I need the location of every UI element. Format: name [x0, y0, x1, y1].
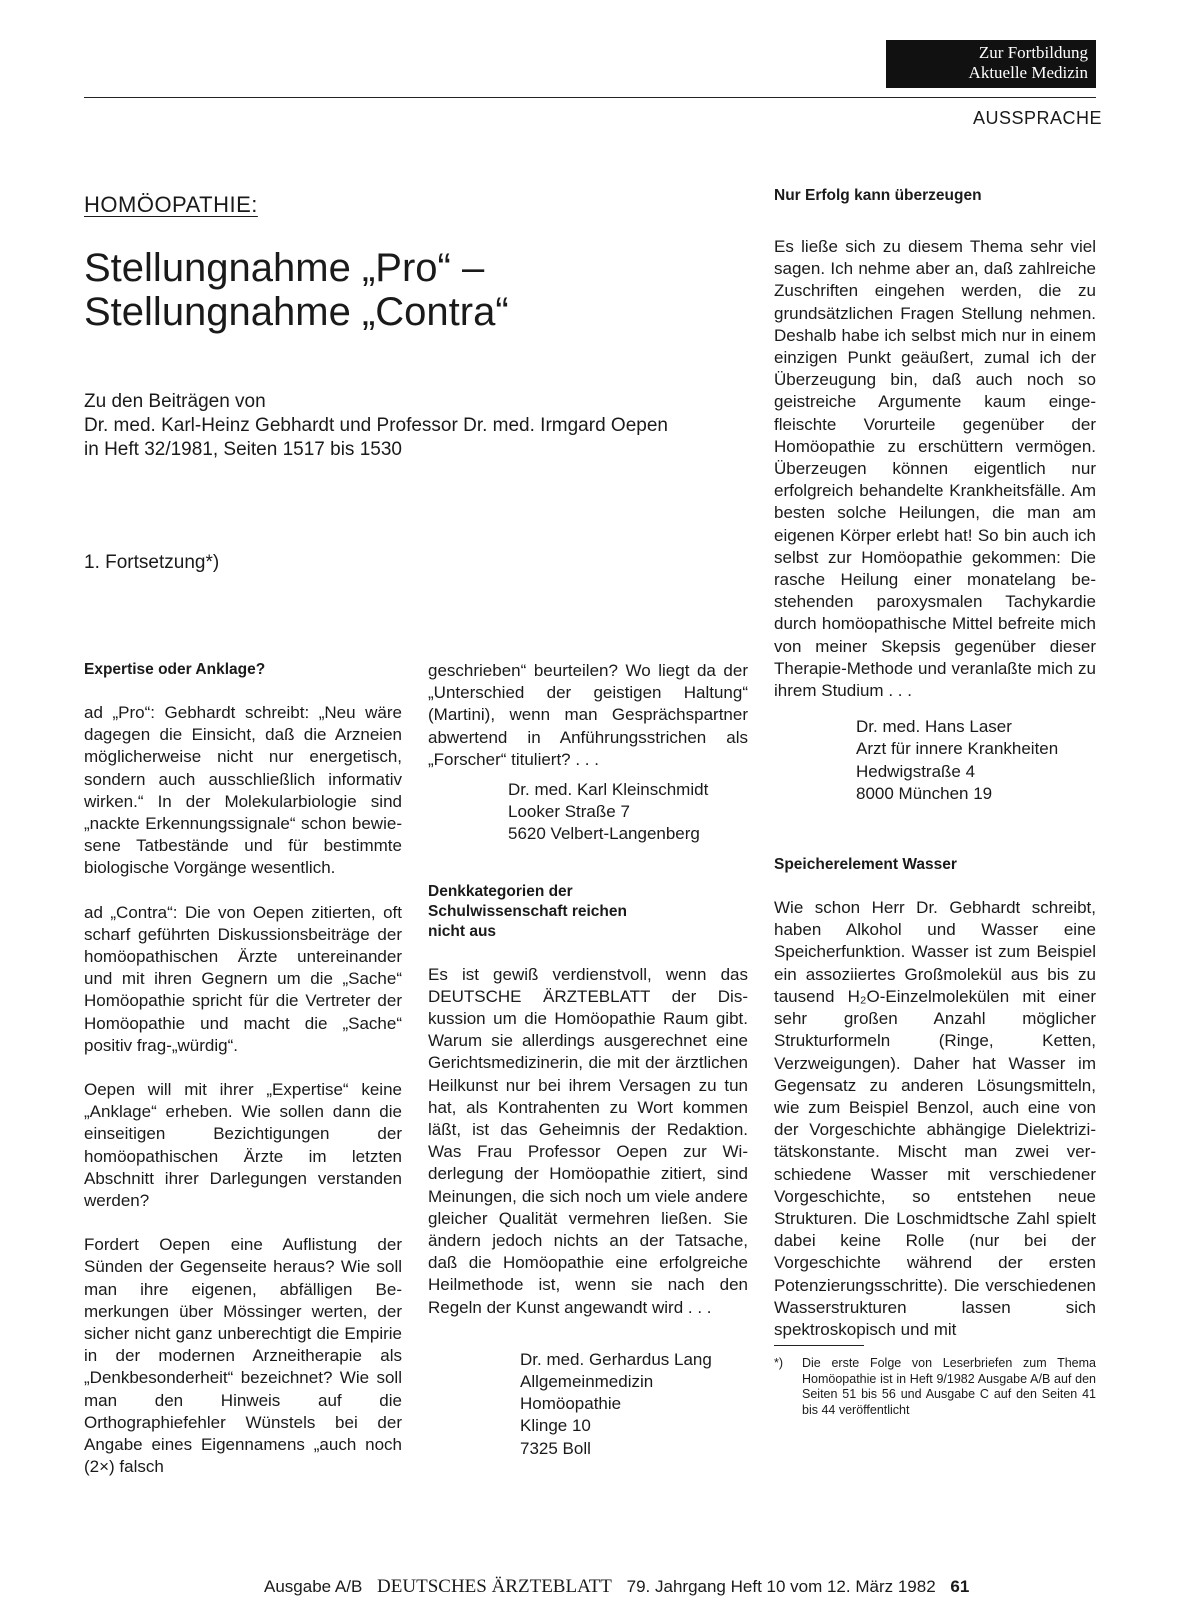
signature-line: Homöopathie	[520, 1394, 622, 1414]
page-number: 61	[950, 1577, 970, 1596]
header-rule	[84, 97, 1096, 98]
badge-line-1: Zur Fortbildung	[978, 43, 1088, 62]
column-3	[774, 186, 1096, 1418]
paragraph: ad „Pro“: Gebhardt schreibt: „Neu wäre dagegen die Einsicht, daß die Arzneien möglicherweise nicht nur energetisch, sondern auch ausschließlich informativ wirken.“ In der Molekularbiologie sind „nackte Erkennungssignale“ schon bewiesene Tatbestände und für bestimmte biologische Vorgänge wesentlich.	[84, 703, 402, 878]
signature-line: 7325 Boll	[520, 1438, 591, 1458]
letter-heading: Expertise oder Anklage?	[84, 661, 266, 678]
page-footer	[264, 1576, 969, 1598]
column-1	[84, 660, 402, 1479]
paragraph: Fordert Oepen eine Auflistung der Sünden der Gegenseite heraus? Wie soll man ihre eigenen, abfälligen Bemerkungen über Mössinger werten, der sicher nicht ganz unberechtigt die Empirie in der modernen Arzneitherapie als „Denkbesonderheit“ bezeichnet? Wie soll man den Hinweis auf die Orthographiefehler Wünstels bei der Angabe eines Eigennamens „auch noch (2×) falsch	[84, 1235, 402, 1477]
section-label: AUSSPRACHE	[972, 108, 1102, 128]
signature-line: Dr. med. Karl Kleinschmidt	[508, 780, 709, 800]
continuation-note: 1. Fortsetzung*)	[84, 552, 220, 573]
paragraph: Es ist gewiß verdienstvoll, wenn das DEUTSCHE ÄRZTEBLATT der Diskussion um die Homöopathie Raum gibt. Warum sie allerdings ausgerechnet eine Gerichtsmedizinerin, die mit der ärztlichen Heilkunst nur bei ihrem Versagen zu tun hat, als Kontrahenten zu Wort kommen läßt, ist das Geheimnis der Redaktion. Was Frau Professor Oepen zur Widerlegung der Homöopathie zitiert, sind Meinungen, die sich noch um viele andere gleicher Qualität vermehren ließen. Sie ändern jedoch nichts an der Tatsache, daß die Homöopathie eine erfolgreiche Heilmethode ist, wenn sie nach den Regeln der Kunst angewandt wird . . .	[428, 964, 748, 1317]
badge-line-2: Aktuelle Medizin	[968, 63, 1088, 82]
signature-line: Looker Straße 7	[508, 802, 630, 822]
footer-journal: DEUTSCHES ÄRZTEBLATT	[377, 1576, 612, 1597]
article-intro	[84, 390, 764, 462]
letter-heading: Nur Erfolg kann überzeugen	[774, 187, 982, 204]
footnote-text: Die erste Folge von Leserbriefen zum Thema Homöopathie ist in Heft 9/1982 Ausgabe A/B auf den Seiten 51 bis 56 und Ausgabe C auf den Seiten 41 bis 44 veröffentlicht	[802, 1356, 1096, 1417]
letter-heading: Denkkategorien der Schulwissenschaft reichen nicht aus	[428, 882, 627, 940]
title-line-2: Stellungnahme „Contra“	[84, 290, 509, 334]
footnote	[774, 1356, 1096, 1418]
paragraph: Wie schon Herr Dr. Gebhardt schreibt, haben Alkohol und Wasser eine Speicherfunktion. Wasser ist zum Beispiel ein assoziiertes Großmolekül aus bis zu tausend H₂O-Einzelmolekülen mit einer sehr großen Anzahl möglicher Strukturformeln (Ringe, Ketten, Verzweigungen). Daher hat Wasser im Gegensatz zu anderen Lösungsmitteln, wie zum Beispiel Benzol, auch eine von der Vorgeschichte abhängige Dielektrizitätskonstante. Mischt man zwei verschiedene Wasser mit verschiedener Vorgeschichte, so entstehen neue Strukturen. Die Loschmidtsche Zahl spielt dabei keine Rolle (nur bei der Vorgeschichte während der ersten Potenzierungsschritte). Die verschiedenen Wasserstrukturen lassen sich spektroskopisch und mit	[774, 898, 1096, 1339]
signature-lang	[428, 1349, 748, 1460]
intro-line-1: Zu den Beiträgen von	[84, 391, 266, 412]
footnote-mark: *)	[774, 1356, 784, 1371]
signature-line: Allgemeinmedizin	[520, 1372, 654, 1392]
footer-edition: Ausgabe A/B	[264, 1577, 363, 1596]
footnote-rule	[774, 1345, 864, 1346]
signature-line: 8000 München 19	[856, 783, 993, 803]
title-line-1: Stellungnahme „Pro“ –	[84, 246, 485, 290]
paragraph: Es ließe sich zu diesem Thema sehr viel sagen. Ich nehme aber an, daß zahlreiche Zuschriften eingehen werden, die zu grundsätzlichen Fragen Stellung nehmen. Deshalb habe ich selbst mich nur in einem einzigen Punkt geäußert, zumal ich der Überzeugung bin, daß auch noch so geistreiche Argumente kaum eingefleischte Vorurteile gegenüber der Homöopathie zu erschüttern vermögen. Überzeugen können eigentlich nur erfolgreich behandelte Krankheitsfälle. Am besten solche Heilungen, die man am eigenen Körper erlebt hat! So bin auch ich selbst zur Homöopathie gekommen: Die rasche Heilung einer monatelang bestehenden paroxysmalen Tachykardie durch homöopathische Mittel befreite mich von meiner Skepsis gegenüber dieser Therapie-Methode und veranlaßte mich zu ihrem Studium . . .	[774, 237, 1096, 701]
footer-issue: 79. Jahrgang Heft 10 vom 12. März 1982	[626, 1577, 936, 1596]
article-title	[84, 246, 509, 334]
article-kicker: HOMÖOPATHIE:	[84, 192, 258, 217]
column-2	[428, 660, 748, 1496]
intro-line-2: Dr. med. Karl-Heinz Gebhardt und Professor Dr. med. Irmgard Oepen	[84, 415, 668, 436]
paragraph: Oepen will mit ihrer „Expertise“ keine „Anklage“ erheben. Wie sollen dann die einseitigen Bezichtigungen der homöopathischen Ärzte im letzten Abschnitt ihrer Darlegungen verstanden werden?	[84, 1080, 402, 1211]
signature-line: Arzt für innere Krankheiten	[856, 739, 1059, 759]
signature-line: Dr. med. Gerhardus Lang	[520, 1349, 712, 1369]
paragraph: ad „Contra“: Die von Oepen zitierten, oft scharf geführten Diskussionsbeiträge der homöopathischen Ärzte untereinander und mit ihren Gegnern um die „Sache“ Homöopathie spricht für die Vertreter der Homöopathie und macht die „Sache“ positiv frag-„würdig“.	[84, 902, 402, 1055]
signature-line: Hedwigstraße 4	[856, 761, 976, 781]
signature-line: Klinge 10	[520, 1416, 591, 1436]
section-badge	[886, 40, 1096, 88]
letter-heading: Speicherelement Wasser	[774, 856, 957, 874]
intro-line-3: in Heft 32/1981, Seiten 1517 bis 1530	[84, 439, 402, 460]
signature-laser	[774, 716, 1096, 805]
paragraph: geschrieben“ beurteilen? Wo liegt da der „Unterschied der geistigen Haltung“ (Martini), wenn man Gesprächspartner abwertend in Anführungsstrichen als „Forscher“ tituliert? . . .	[428, 661, 748, 769]
signature-kleinschmidt	[428, 779, 748, 846]
signature-line: Dr. med. Hans Laser	[856, 717, 1012, 737]
signature-line: 5620 Velbert-Langenberg	[508, 824, 700, 844]
